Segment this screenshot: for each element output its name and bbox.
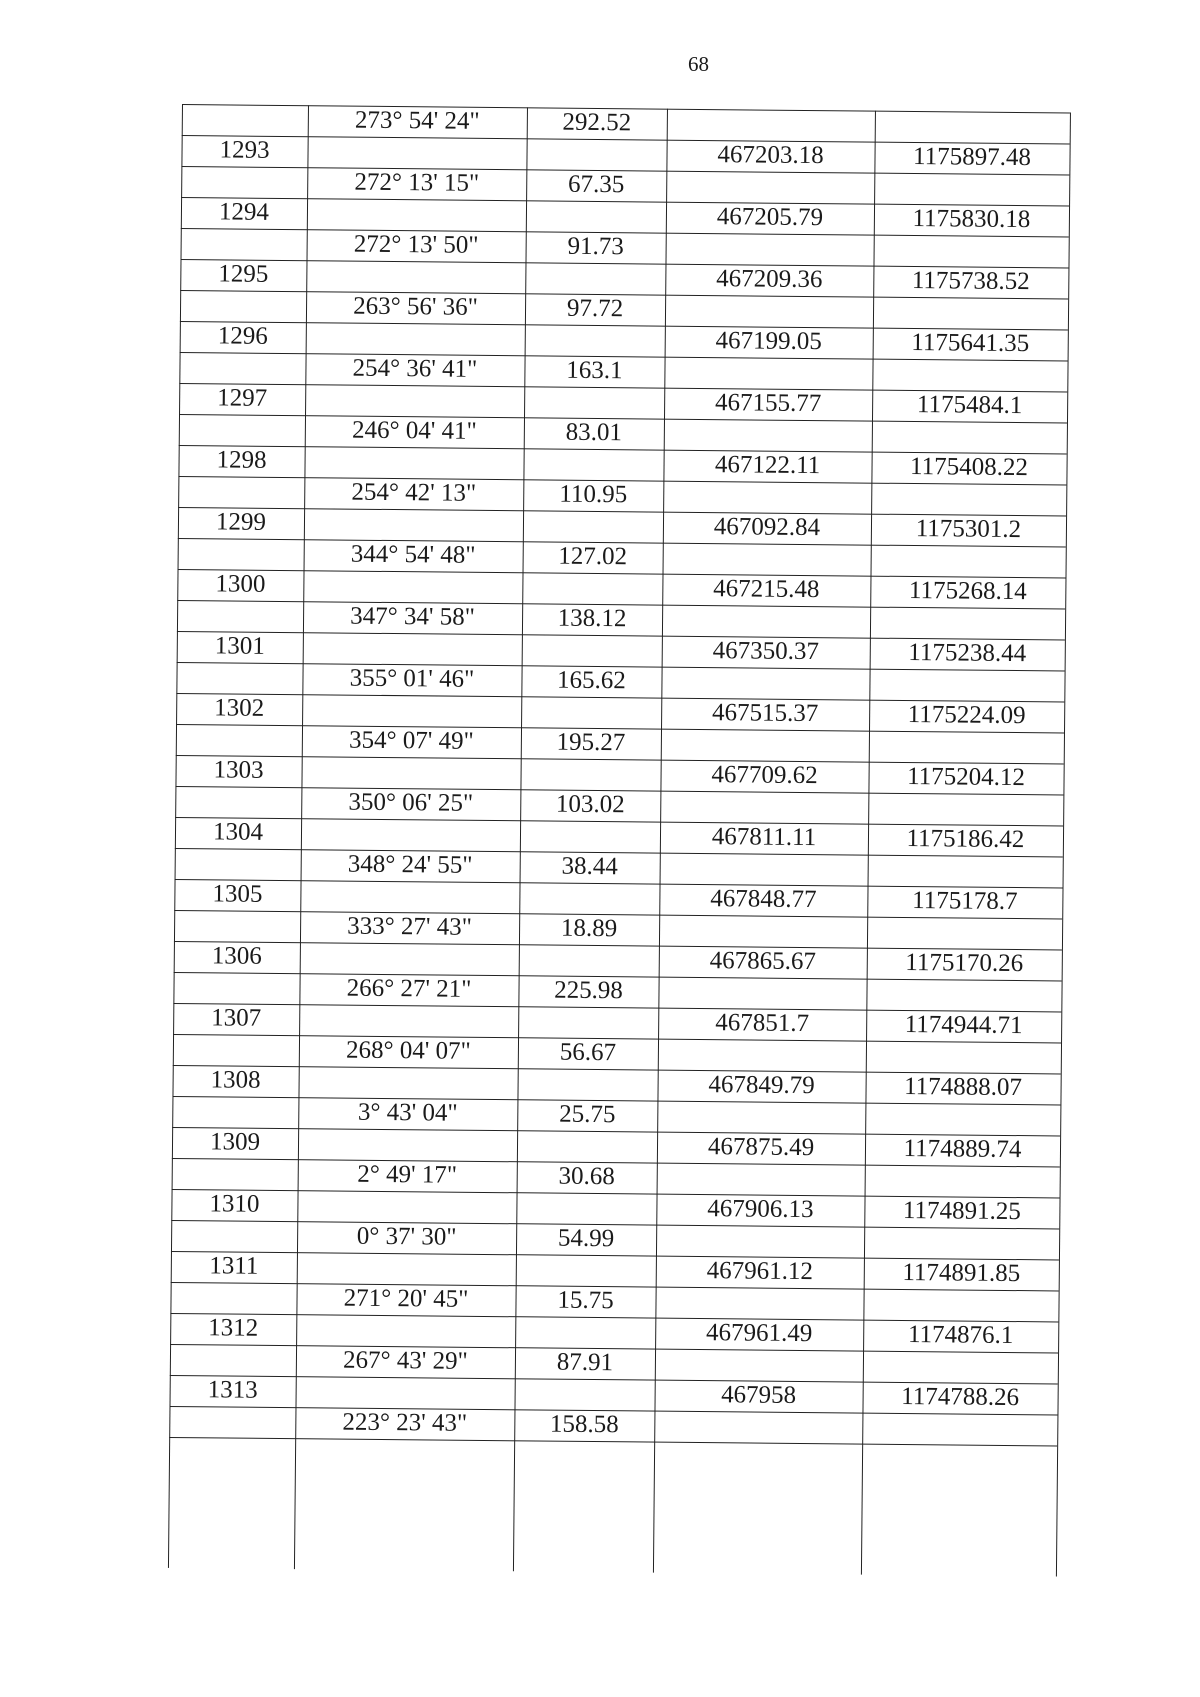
point-id-cell: 1313	[207, 1376, 258, 1404]
point-id-cell: 1302	[214, 694, 265, 722]
northing-cell: 467092.84	[713, 513, 821, 542]
northing-cell: 467848.77	[710, 885, 817, 914]
table-bottom-border	[169, 1437, 1057, 1447]
bearing-cell: 272° 13' 50"	[353, 230, 479, 259]
point-id-cell: 1298	[216, 446, 267, 474]
northing-cell: 467961.12	[706, 1257, 814, 1286]
bearing-cell: 354° 07' 49"	[348, 726, 474, 755]
distance-cell: 87.91	[556, 1348, 614, 1377]
distance-cell: 56.67	[559, 1038, 617, 1067]
easting-cell: 1174891.25	[902, 1196, 1021, 1226]
point-id-cell: 1306	[211, 942, 262, 970]
bearing-cell: 267° 43' 29"	[342, 1346, 468, 1375]
northing-cell: 467199.05	[715, 327, 823, 356]
northing-cell: 467958	[721, 1381, 797, 1409]
bearing-cell: 350° 06' 25"	[348, 788, 474, 817]
point-id-cell: 1300	[215, 570, 266, 598]
easting-cell: 1174891.85	[902, 1258, 1021, 1288]
northing-cell: 467961.49	[705, 1319, 813, 1348]
distance-cell: 97.72	[566, 294, 624, 323]
easting-cell: 1175178.7	[912, 887, 1018, 916]
point-id-cell: 1310	[209, 1190, 260, 1218]
distance-cell: 38.44	[561, 852, 618, 881]
easting-cell: 1175238.44	[908, 638, 1027, 668]
northing-cell: 467155.77	[714, 389, 822, 418]
distance-cell: 165.62	[556, 666, 626, 695]
northing-cell: 467865.67	[709, 947, 817, 976]
distance-cell: 292.52	[562, 108, 632, 137]
distance-cell: 54.99	[557, 1224, 615, 1253]
easting-cell: 1175224.09	[907, 700, 1026, 730]
bearing-cell: 0° 37' 30"	[356, 1222, 457, 1251]
bearing-cell: 254° 36' 41"	[352, 354, 478, 383]
easting-cell: 1175408.22	[910, 453, 1029, 482]
bearing-cell: 333° 27' 43"	[347, 912, 473, 941]
bearing-cell: 263° 56' 36"	[353, 292, 479, 321]
point-id-cell: 1294	[218, 198, 270, 226]
easting-cell: 1175484.1	[916, 391, 1023, 420]
easting-cell: 1175641.35	[911, 329, 1030, 358]
easting-cell: 1175830.18	[912, 205, 1031, 234]
distance-cell: 103.02	[555, 790, 625, 819]
distance-cell: 158.58	[549, 1410, 619, 1439]
distance-cell: 91.73	[567, 232, 624, 261]
northing-cell: 467203.18	[717, 141, 824, 170]
distance-cell: 195.27	[556, 728, 626, 757]
bearing-cell: 272° 13' 15"	[354, 168, 480, 197]
bearing-cell: 246° 04' 41"	[351, 416, 477, 445]
northing-cell: 467875.49	[707, 1133, 815, 1162]
distance-cell: 225.98	[554, 976, 624, 1005]
point-id-cell: 1305	[212, 880, 263, 908]
point-id-cell: 1307	[211, 1004, 262, 1032]
distance-cell: 83.01	[565, 418, 623, 447]
easting-cell: 1174788.26	[901, 1382, 1020, 1412]
bearing-cell: 348° 24' 55"	[347, 850, 473, 879]
bearing-cell: 254° 42' 13"	[351, 478, 477, 507]
northing-cell: 467122.11	[714, 451, 821, 480]
point-id-cell: 1309	[209, 1128, 261, 1156]
point-id-cell: 1296	[217, 322, 268, 350]
northing-cell: 467215.48	[713, 575, 820, 604]
distance-cell: 15.75	[557, 1286, 614, 1315]
distance-cell: 18.89	[560, 914, 618, 943]
easting-cell: 1175268.14	[908, 577, 1027, 606]
distance-cell: 163.1	[566, 356, 623, 385]
northing-cell: 467209.36	[716, 265, 823, 294]
point-id-cell: 1297	[217, 384, 268, 412]
easting-cell: 1174944.71	[904, 1010, 1023, 1040]
point-id-cell: 1299	[215, 508, 267, 536]
point-id-cell: 1293	[219, 136, 270, 164]
northing-cell: 467811.11	[711, 823, 817, 852]
easting-cell: 1175204.12	[907, 762, 1026, 792]
bearing-cell: 344° 54' 48"	[350, 540, 476, 569]
northing-cell: 467849.79	[708, 1071, 815, 1100]
easting-cell: 1175301.2	[915, 515, 1022, 544]
easting-cell: 1175738.52	[911, 267, 1030, 296]
easting-cell: 1175186.42	[906, 824, 1025, 854]
northing-cell: 467851.7	[715, 1009, 810, 1038]
distance-cell: 25.75	[559, 1100, 616, 1129]
easting-cell: 1174888.07	[904, 1072, 1023, 1102]
point-id-cell: 1303	[213, 756, 264, 784]
bearing-cell: 268° 04' 07"	[345, 1036, 471, 1065]
bearing-cell: 266° 27' 21"	[346, 974, 472, 1003]
bearing-cell: 347° 34' 58"	[350, 602, 476, 631]
point-id-cell: 1304	[212, 818, 264, 846]
bearing-cell: 223° 23' 43"	[342, 1408, 468, 1437]
distance-cell: 67.35	[567, 170, 625, 199]
page-number: 68	[688, 52, 709, 76]
northing-cell: 467205.79	[716, 203, 824, 232]
northing-cell: 467906.13	[707, 1195, 814, 1224]
distance-cell: 30.68	[558, 1162, 615, 1191]
distance-cell: 110.95	[559, 480, 628, 509]
bearing-cell: 273° 54' 24"	[354, 106, 480, 135]
bearing-cell: 3° 43' 04"	[357, 1098, 458, 1127]
distance-cell: 138.12	[557, 604, 627, 633]
point-id-cell: 1301	[214, 632, 265, 660]
bearing-cell: 2° 49' 17"	[357, 1160, 458, 1189]
easting-cell: 1174889.74	[903, 1134, 1022, 1164]
easting-cell: 1175170.26	[905, 948, 1024, 978]
point-id-cell: 1311	[209, 1252, 259, 1280]
survey-table	[168, 104, 1142, 1577]
bearing-cell: 271° 20' 45"	[343, 1284, 469, 1313]
northing-cell: 467350.37	[712, 637, 820, 666]
distance-cell: 127.02	[558, 542, 628, 571]
point-id-cell: 1295	[218, 260, 269, 288]
point-id-cell: 1308	[210, 1066, 261, 1094]
northing-cell: 467709.62	[711, 761, 818, 790]
bearing-cell: 355° 01' 46"	[349, 664, 475, 693]
easting-cell: 1175897.48	[912, 143, 1032, 172]
easting-cell: 1174876.1	[907, 1321, 1014, 1350]
northing-cell: 467515.37	[711, 699, 819, 728]
point-id-cell: 1312	[208, 1314, 259, 1342]
